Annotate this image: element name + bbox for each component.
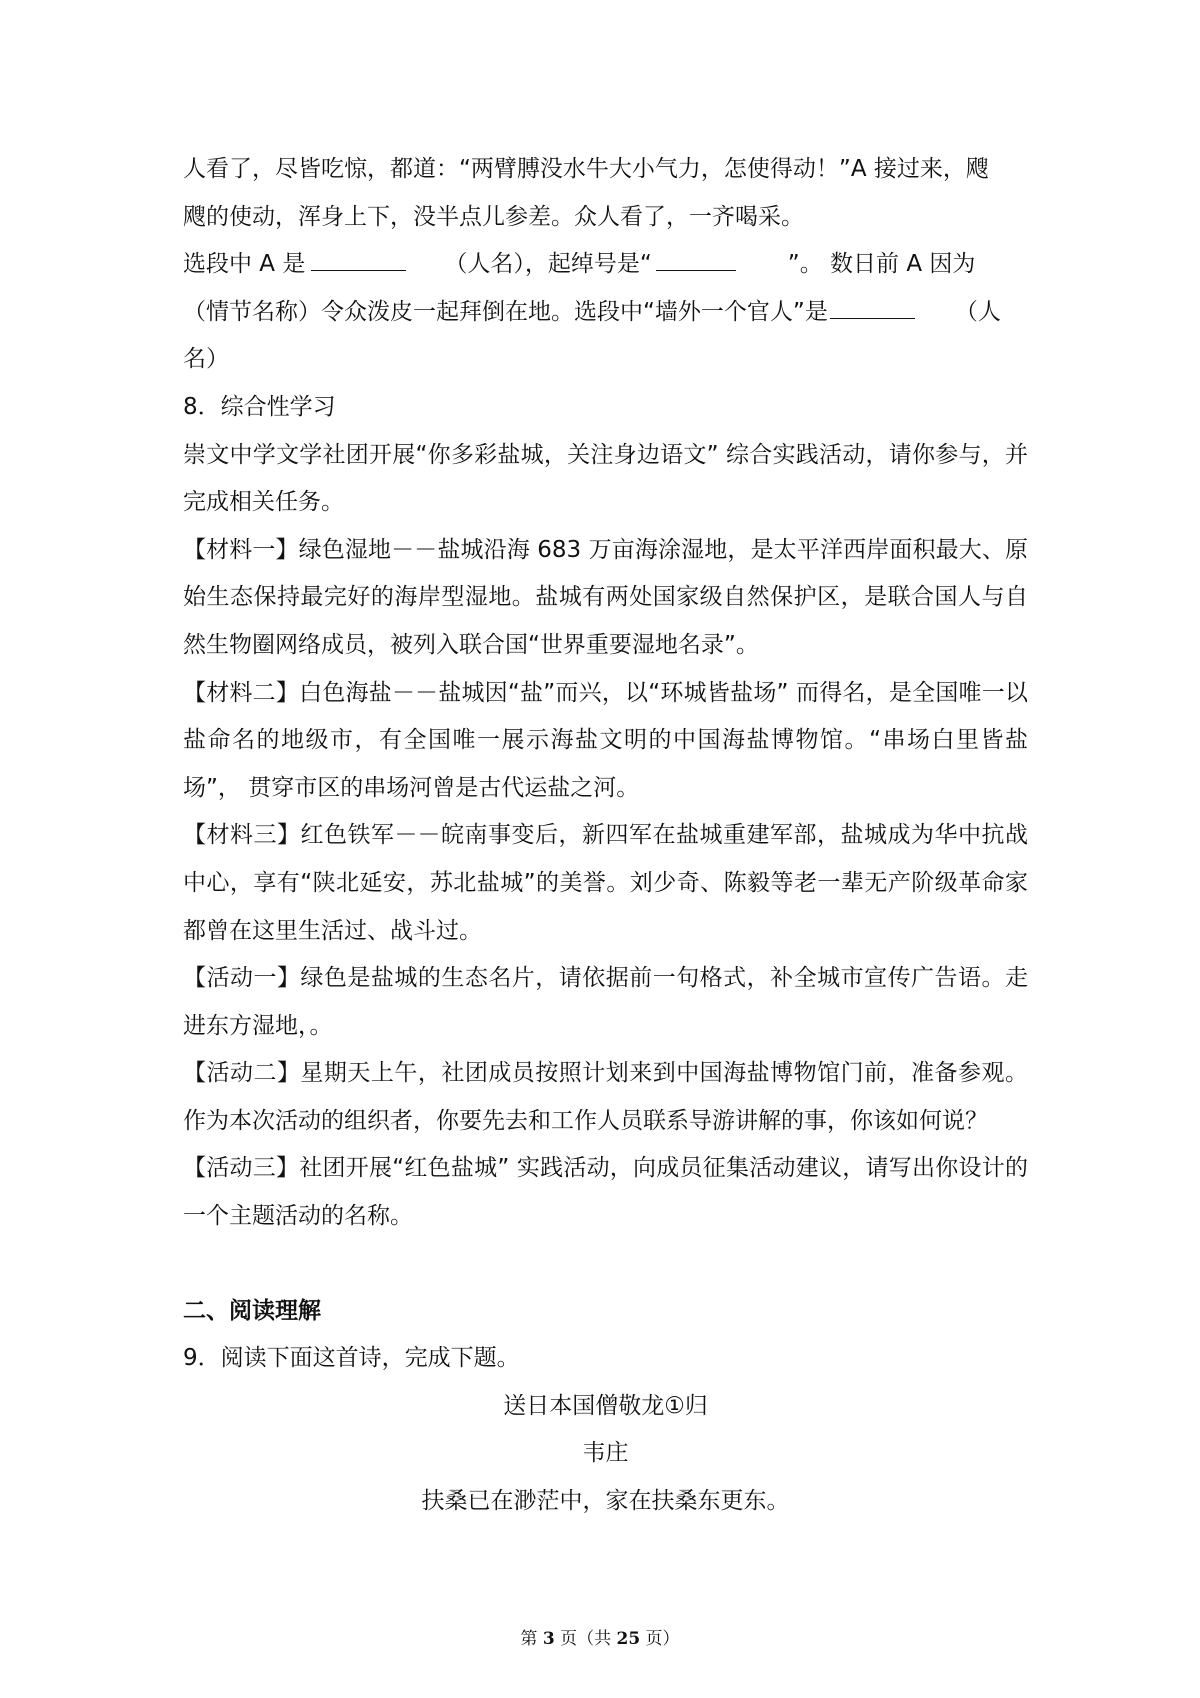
document-body — [183, 146, 1028, 1526]
material-paragraph: 【材料一】绿色湿地－－盐城沿海 683 万亩海涂湿地，是太平洋西岸面积最大、原始生态保持最完好的海岸型湿地。盐城有两处国家级自然保护区，是联合国人与自然生物圈网络成员，被列入联合国“世界重要湿地名录”。 — [183, 536, 1028, 658]
material-paragraph: 【材料二】白色海盐－－盐城因“盐”而兴，以“环城皆盐场” 而得名，是全国唯一以盐命名的地级市，有全国唯一展示海盐文明的中国海盐博物馆。“串场白里皆盐场”， 贯穿市区的串场河曾是古代运盐之河。 — [183, 679, 1028, 801]
passage-line: 飕的使动，浑身上下，没半点儿参差。众人看了，一齐喝采。 — [183, 203, 804, 230]
passage-line: 人看了，尽皆吃惊，都道：“两臂膊没水牛大小气力，怎使得动！”A 接过来，飕 — [183, 156, 989, 182]
question-title: 9．阅读下面这首诗，完成下题。 — [183, 1345, 520, 1372]
activity-paragraph: 【活动三】社团开展“红色盐城” 实践活动，向成员征集活动建议，请写出你设计的一个主题活动的名称。 — [183, 1155, 1028, 1230]
fill-in-question — [183, 289, 1028, 337]
poem-title: 送日本国僧敬龙①归 — [503, 1392, 708, 1419]
answer-blank — [656, 244, 736, 271]
poem-author: 韦庄 — [582, 1440, 629, 1467]
answer-blank — [830, 292, 915, 319]
activity-paragraph: 【活动一】绿色是盐城的生态名片，请依据前一句格式，补全城市宣传广告语。走进东方湿地，。 — [183, 965, 1028, 1039]
material-paragraph: 【材料三】红色铁军－－皖南事变后，新四军在盐城重建军部，盐城成为华中抗战中心，享有“陕北延安，苏北盐城”的美誉。刘少奇、陈毅等老一辈无产阶级革命家都曾在这里生活过、战斗过。 — [183, 822, 1028, 944]
page-footer — [0, 1624, 1200, 1649]
footer-text: 页） — [640, 1629, 680, 1649]
activity-paragraph: 【活动二】星期天上午，社团成员按照计划来到中国海盐博物馆门前，准备参观。作为本次活动的组织者，你要先去和工作人员联系导游讲解的事，你该如何说？ — [183, 1060, 1028, 1134]
question-text: （人名），起绰号是“ — [444, 251, 652, 278]
question-text: 选段中 A 是 — [183, 251, 306, 278]
footer-text: 第 — [520, 1629, 543, 1649]
question-title: 8．综合性学习 — [183, 393, 336, 420]
question-text: ”。 数日前 A 因为 — [787, 251, 976, 278]
footer-text: 页（共 — [554, 1629, 617, 1649]
fill-in-question — [183, 241, 1028, 289]
question-intro: 崇文中学文学社团开展“你多彩盐城，关注身边语文” 综合实践活动，请你参与，并完成相关任务。 — [183, 441, 1028, 516]
page-number: 3 — [542, 1629, 555, 1649]
question-text: （情节名称）令众泼皮一起拜倒在地。选段中“墙外一个官人”是 — [183, 298, 828, 325]
answer-blank — [311, 244, 406, 271]
question-text: （人 — [954, 298, 1001, 325]
section-heading: 二、阅读理解 — [183, 1297, 321, 1324]
total-pages: 25 — [616, 1629, 641, 1649]
question-text: 名） — [183, 346, 229, 373]
spacer — [183, 1241, 1028, 1288]
poem-line: 扶桑已在渺茫中，家在扶桑东更东。 — [421, 1488, 790, 1515]
